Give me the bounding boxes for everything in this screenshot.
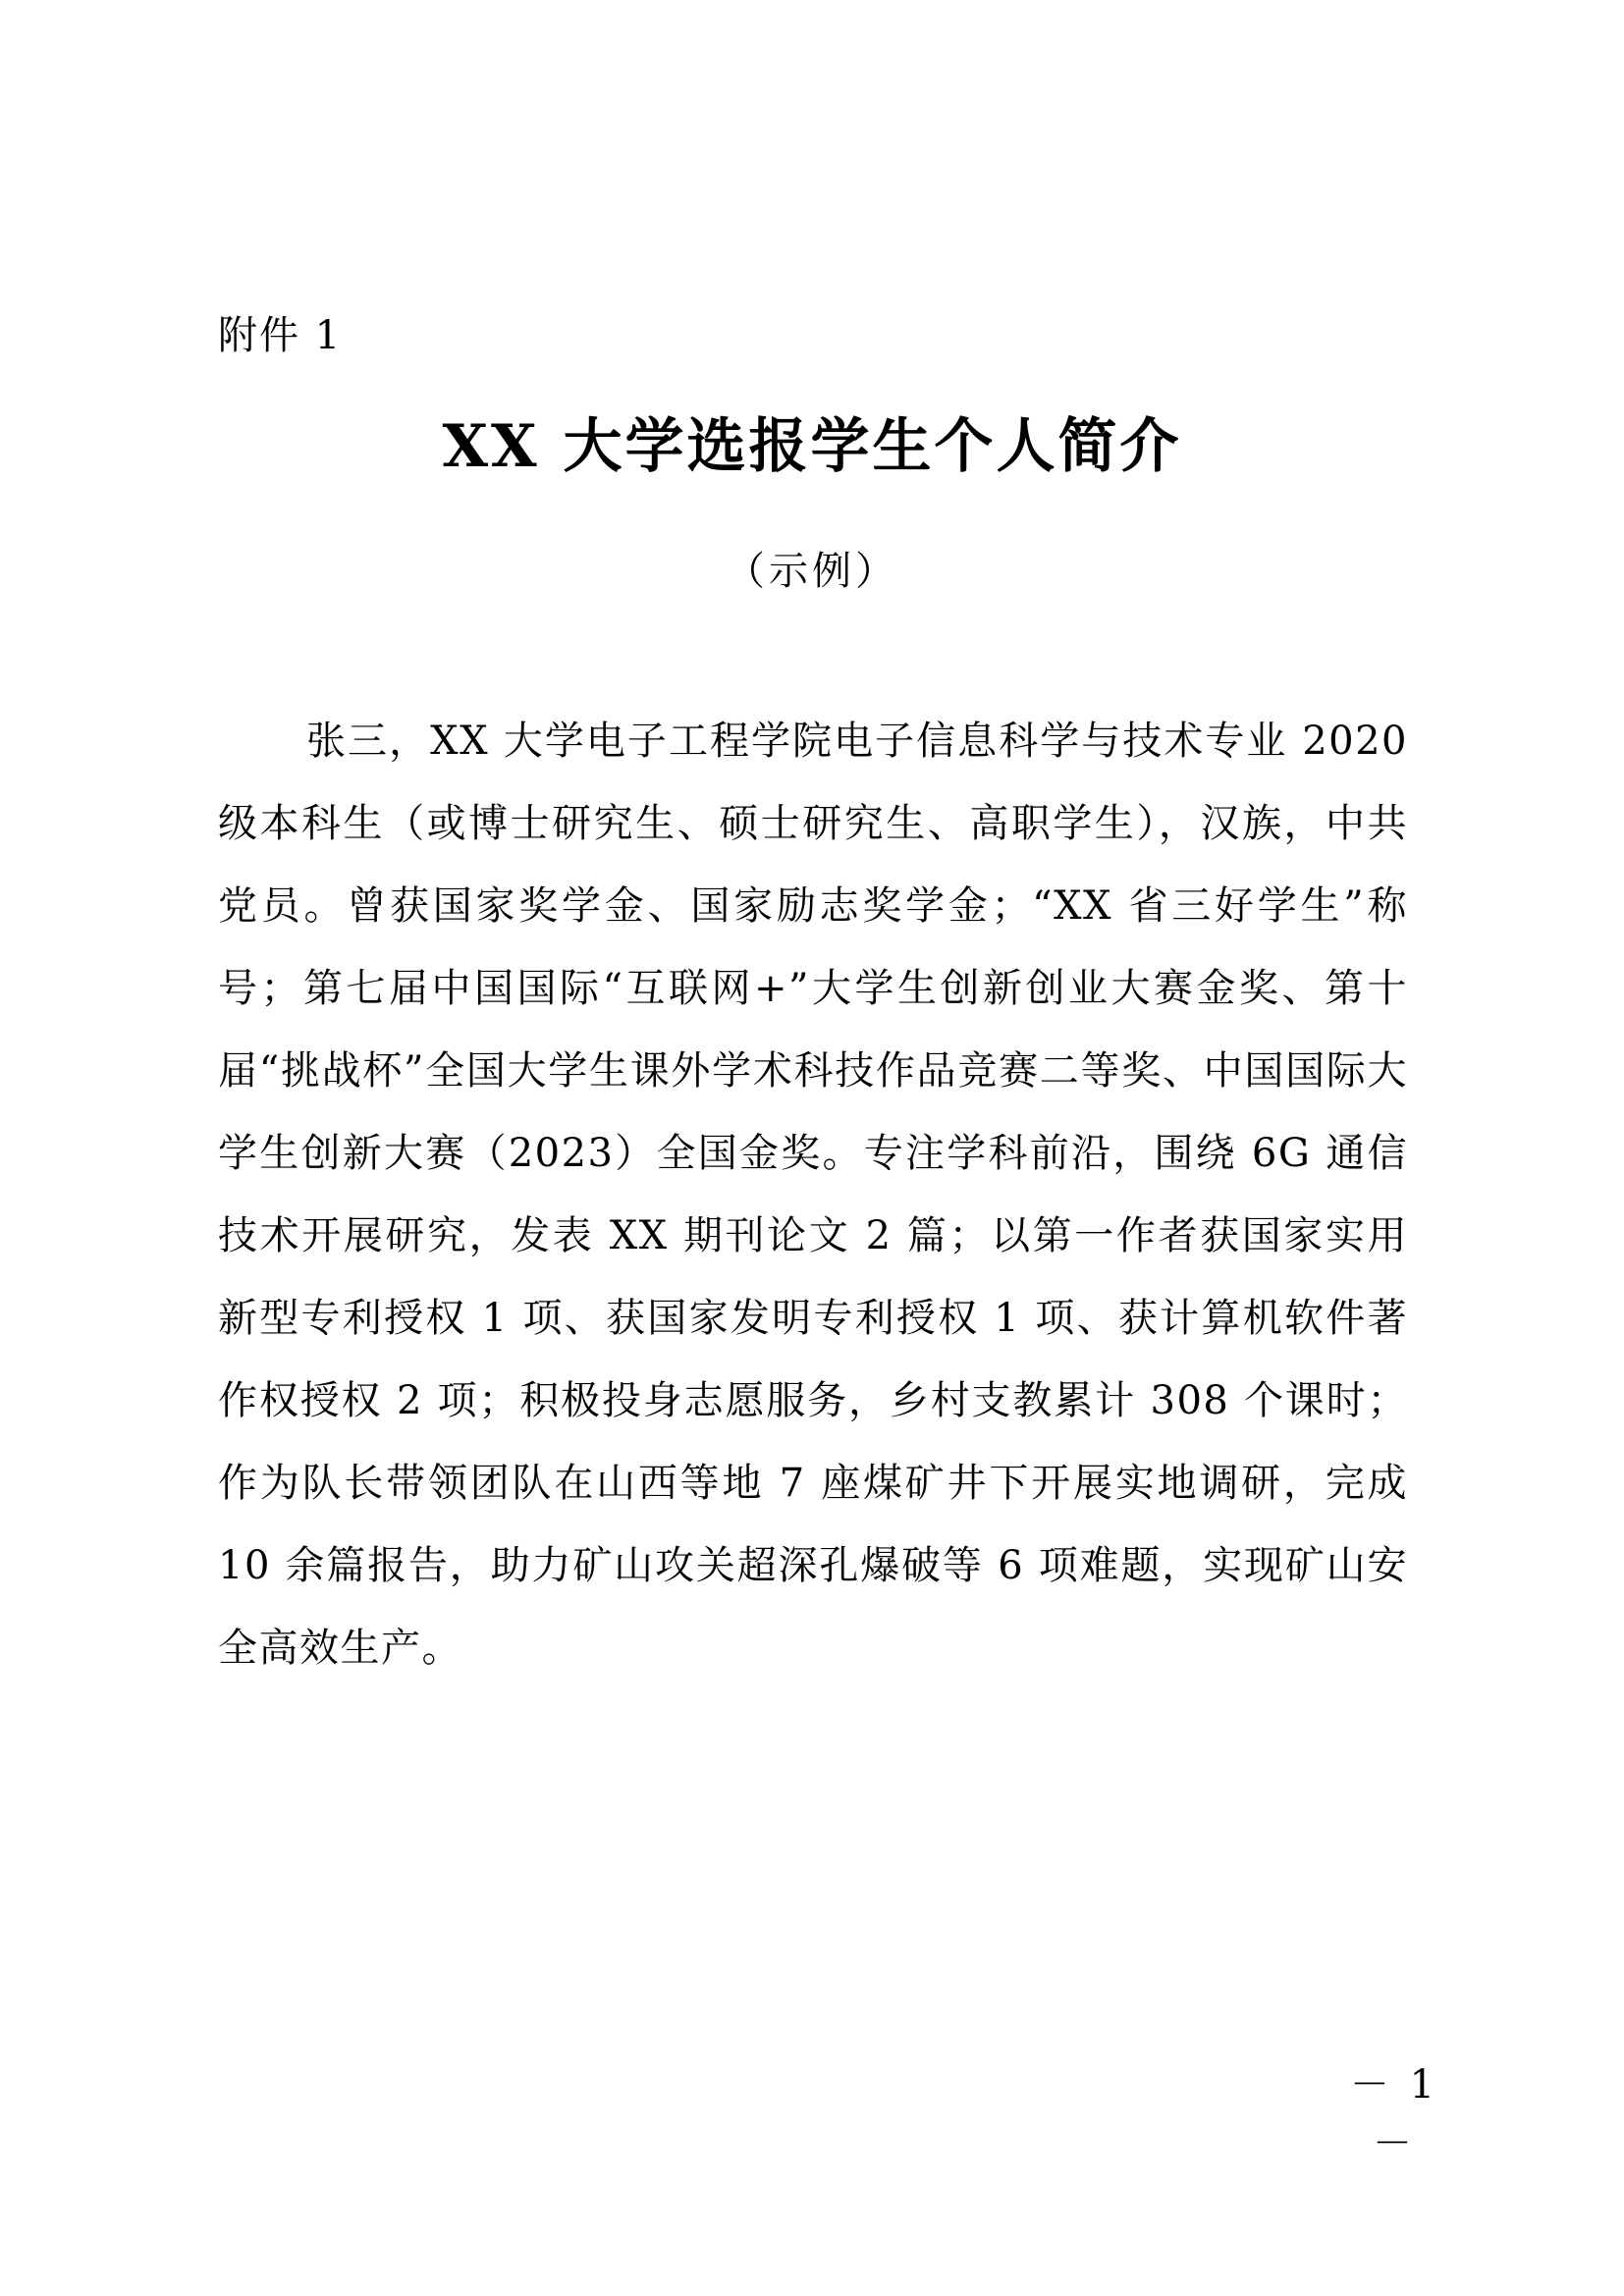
subtitle-example: （示例）	[726, 549, 898, 594]
attachment-label: 附件 1	[218, 313, 343, 358]
student-bio-paragraph: 张三，XX 大学电子工程学院电子信息科学与技术专业 2020 级本科生（或博士研究生、硕士研究生、高职学生），汉族，中共党员。曾获国家奖学金、国家励志奖学金；“XX 省三好学生”称号；第七届中国国际“互联网+”大学生创新创业大赛金奖、第十届“挑战杯”全国大学生课外学术科技作品竞赛二等奖、中国国际大学生创新大赛（2023）全国金奖。专注学科前沿，围绕 6G 通信技术开展研究，发表 XX 期刊论文 2 篇；以第一作者获国家实用新型专利授权 1 项、获国家发明专利授权 1 项、获计算机软件著作权授权 2 项；积极投身志愿服务，乡村支教累计 308 个课时；作为队长带领团队在山西等地 7 座煤矿井下开展实地调研，完成 10 余篇报告，助力矿山攻关超深孔爆破等 6 项难题，实现矿山安全高效生产。	[218, 719, 1408, 1671]
page-title: XX 大学选报学生个人简介	[442, 412, 1182, 481]
page-number: － 1 －	[1349, 2062, 1439, 2166]
